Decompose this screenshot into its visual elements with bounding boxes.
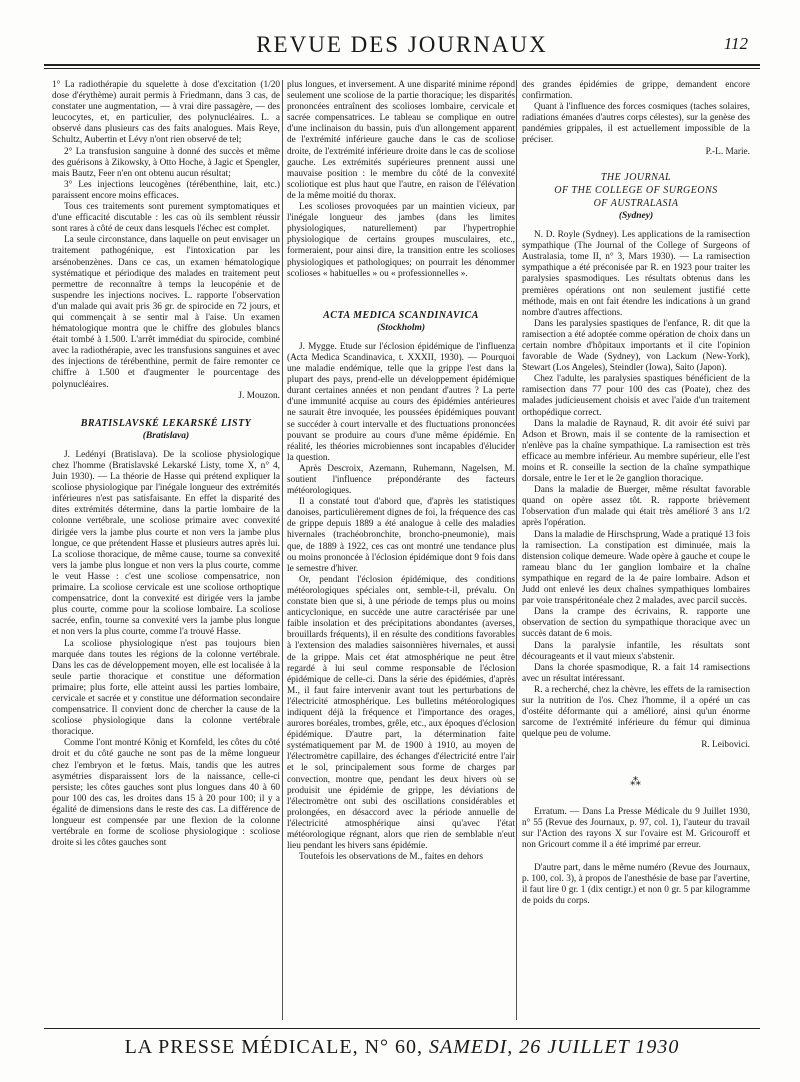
paragraph: 3° Les injections leucogènes (térébenthine, lait, etc.) paraissent encore moins efficaces. — [52, 179, 280, 201]
column-1 — [52, 80, 280, 1020]
paragraph: J. Ledényi (Bratislava). De la scoliose physiologique chez l'homme (Bratislavské Lekarské Listy, tome X, n° 4, Juin 1930). — La théorie de Hasse qui prétend expliquer la scoliose physiologique par l'inégale longueur des extrémités inférieures n'est pas satisfaisante. En effet la disparité des dites extrémités détermine, dans la partie lombaire de la colonne vertébrale, une scoliose primaire avec convexité dirigée vers la jambe plus courte et non vers la jambe plus longue, ce que prétendent Hasse et plusieurs autres après lui. La scoliose thoracique, de même cause, tourne sa convexité vers la jambe plus longue et non vers la plus courte, comme le veut Hasse : c'est une scoliose compensatrice, non primaire. La scoliose cervicale est une scoliose orthoptique compensatrice, dont la convexité est dirigée vers la jambe plus courte, comme pour la scoliose lombaire. La scoliose sacrée, enfin, tourne sa convexité vers la jambe plus longue et non vers la plus courte, comme l'a trouvé Hasse. — [52, 449, 280, 638]
issue-date: SAMEDI, 26 JUILLET 1930 — [429, 1036, 680, 1058]
paragraph: Après Descroix, Azemann, Ruhemann, Nagelsen, M. soutient l'influence prépondérante des facteurs météorologiques. — [287, 463, 515, 497]
footer-rule — [44, 1028, 760, 1029]
author-signature: J. Mouzon. — [238, 390, 280, 401]
column-3 — [522, 80, 750, 1020]
section-title-line-3: OF AUSTRALASIA — [593, 197, 679, 209]
column-divider — [516, 80, 517, 1020]
header-rule — [44, 64, 760, 66]
page-number: 112 — [723, 34, 748, 53]
paragraph: La scoliose physiologique n'est pas toujours bien marquée dans toutes les régions de la colonne vertébrale. Dans les cas de développement moyen, elle est localisée à la seule partie thoracique et constitue une déformation primaire; plus forte, elle atteint aussi les parties lombaire, cervicale et sacrée et y constitue une déformation secondaire compensatrice. Il convient donc de chercher la cause de la scoliose physiologique dans la colonne vertébrale thoracique. — [52, 638, 280, 738]
paragraph: R. a recherché, chez la chèvre, les effets de la ramisection sur la nutrition de l'os. Chez l'homme, il a opéré un cas d'ostéite déformante qui a amélioré, ainsi qu'un énorme sarcome de l'extrémité inférieure du fémur qui diminua quelque peu de volume. — [522, 684, 750, 740]
running-title: REVUE DES JOURNAUX — [256, 32, 548, 57]
paragraph: Comme l'ont montré König et Kornfeld, les côtes du côté droit et du côté gauche ne sont pas de la même longueur chez l'embryon et le fœtus. Mais, tandis que les autres asymétries disparaissent lors de la naissance, celle-ci persiste; les côtes gauches sont plus longues dans 40 à 60 pour 100 des cas, les droites dans 15 à 20 pour 100; il y a égalité de dimensions dans le reste des cas. La différence de longueur est compensée par une flexion de la colonne vertébrale en forme de scoliose physiologique : scoliose droite si les côtes gauches sont — [52, 738, 280, 849]
paragraph: Il a constaté tout d'abord que, d'après les statistiques danoises, particulièrement dignes de foi, la fréquence des cas de grippe depuis 1889 a été analogue à celle des maladies hivernales (trachéobronchite, broncho-pneumonie), mais que, de 1889 à 1922, ces cas ont montré une tendance plus ou moins prononcée à l'éclosion épidémique dont 9 fois dans le semestre d'hiver. — [287, 497, 515, 574]
paragraph: des grandes épidémies de grippe, demandent encore confirmation. — [522, 80, 750, 102]
paragraph: Dans la maladie de Raynaud, R. dit avoir été suivi par Adson et Brown, mais il se contente de la ramisection et n'enlève pas la chaîne sympathique. La ramisection est très efficace au membre inférieur. Au membre supérieur, elle l'est moins et R. conseille la section de la chaîne sympathique dorsale, entre le 1er et le 2e ganglion thoracique. — [522, 418, 750, 485]
column-divider — [282, 80, 283, 1020]
paragraph: Les scolioses provoquées par un maintien vicieux, par l'inégale longueur des jambes (dans les limites physiologiques, naturellement) par l'hypertrophie physiologique de certains groupes musculaires, etc., formeraient, pour ainsi dire, la transition entre les scolioses physiologiques et pathologiques; on pourrait les dénommer scolioses « habituelles » ou « professionnelles ». — [287, 202, 515, 279]
section-title-line-1: THE JOURNAL — [600, 171, 672, 183]
section-title: BRATISLAVSKÉ LEKARSKÉ LISTY — [80, 417, 252, 429]
asterism-divider: ⁂ — [630, 776, 642, 789]
paragraph: Dans la maladie de Buerger, même résultat favorable quand on opère assez tôt. R. rapporte brièvement l'observation d'un malade qui était très amélioré 3 ans 1/2 après l'opération. — [522, 485, 750, 529]
section-city: (Stockholm) — [376, 322, 426, 333]
paragraph: Dans la paralysie infantile, les résultats sont décourageants et il vaut mieux s'abstenir. — [522, 640, 750, 662]
author-signature: R. Leibovici. — [701, 740, 750, 751]
paragraph: Dans la chorée spasmodique, R. a fait 14 ramisections avec un résultat intéressant. — [522, 662, 750, 684]
paragraph: plus longues, et inversement. A une disparité minime répond seulement une scoliose de la partie thoracique; les disparités prononcées entraînent des scolioses lombaire, cervicale et sacrée compensatrices. Le tableau se complique en outre d'une inclinaison du bassin, puis d'un allongement apparent de l'extrémité inférieure gauche dans le cas de scoliose droite, de l'extrémité inférieure droite dans le cas de scoliose gauche. Les extrémités supérieures prennent aussi une mauvaise position : le membre du côté de la convexité scoliotique est plus haut que l'autre, en raison de l'élévation de la même moitié du thorax. — [287, 80, 515, 201]
paragraph: J. Mygge. Etude sur l'éclosion épidémique de l'influenza (Acta Medica Scandinavica, t. XXXII, 1930). — Pourquoi une maladie endémique, telle que la grippe l'est dans la plupart des pays, prend-elle un développement épidémique durant certaines années et non pendant d'autres ? La perte d'une immunité acquise au cours des épidémies antérieures ne saurait être invoquée, les poussées épidémiques pouvant se succéder à court intervalle et des fluctuations prononcées pouvant se produire au cours d'une même épidémie. En réalité, les théories microbiennes sont incapables d'élucider la question. — [287, 341, 515, 463]
paragraph: Dans les paralysies spastiques de l'enfance, R. dit que la ramisection a été adoptée comme opération de choix dans un certain nombre d'hôpitaux importants et il cite l'opinion favorable de Wade (Sydney), von Lackum (New-York), Stewart (Los Angeles), Steindler (Iowa), Saito (Japon). — [522, 318, 750, 374]
section-title-line-2: OF THE COLLEGE OF SURGEONS — [554, 184, 718, 196]
section-city: (Sydney) — [618, 210, 654, 221]
paragraph: La seule circonstance, dans laquelle on peut envisager un traitement pathogénique, est l'intoxication par les arsénobenzènes. Dans ce cas, un examen hématologique systématique et périodique des malades en traitement peut permettre de reconnaître à temps la leucopénie et de suspendre les injections nocives. L. rapporte l'observation d'un malade qui avait pris 36 gr. de spirocide en 72 jours, et qui commençait à se sentir mal à l'aise. Un examen hématologique montra que le chiffre des globules blancs était tombé à 1.500. L'arrêt immédiat du spirocide, combiné avec la radiothérapie, avec les transfusions sanguines et avec des injections de térébenthine, permit de faire remonter ce chiffre à 1.500 et d'augmenter le pourcentage des polynucléaires. — [52, 235, 280, 390]
author-signature: P.-L. Marie. — [705, 146, 750, 157]
paragraph: 2° La transfusion sanguine à donné des succès et même des guérisons à Zikowsky, à Otto Hoche, à Jagic et Spengler, mais Bautz, Feer n'en ont obtenu aucun résultat; — [52, 146, 280, 179]
journal-issue: LA PRESSE MÉDICALE, N° 60, — [124, 1036, 424, 1058]
paragraph: Or, pendant l'éclosion épidémique, des conditions météorologiques spéciales ont, semble-t-il, prévalu. On constate bien que si, à une période de temps plus ou moins anticyclonique, en succède une autre caractérisée par une faible insolation et des précipitations abondantes (averses, brouillards fréquents), il en résulte des conditions favorables à l'extension des maladies saisonnières hivernales, et aussi de la grippe. Mais cet état atmosphérique ne peut être regardé à lui seul comme responsable de l'éclosion épidémique de celle-ci. Dans la série des épidémies, d'après M., il faut faire intervenir avant tout les perturbations de l'électricité atmosphérique. Les bulletins météorologiques indiquent déjà la fréquence et l'importance des orages, aurores boréales, trombes, grêle, etc., aux époques d'éclosion épidémique. D'autre part, la détermination faite systématiquement par M. de 1900 à 1910, au moyen de l'électromètre capillaire, des échanges d'électricité entre l'air et le sol, principalement sous forme de charges par convection, montre que, pendant les deux hivers où se produisit une épidémie de grippe, les déviations de l'électromètre ont subi des oscillations considérables et prolongées, en désaccord avec la période annuelle de l'électricité atmosphérique ainsi qu'avec l'état météorologique régnant, alors que rien de semblable n'eut lieu pendant les hivers sans épidémie. — [287, 574, 515, 852]
paragraph: Toutefois les observations de M., faites en dehors — [299, 852, 483, 863]
section-city: (Bratislava) — [142, 430, 190, 441]
erratum-paragraph: D'autre part, dans le même numéro (Revue des Journaux, p. 100, col. 3), à propos de l'anesthésie de base par l'avertine, il faut lire 0 gr. 1 (dix centigr.) et non 0 gr. 5 par kilogramme de poids du corps. — [522, 862, 750, 907]
paragraph: 1° La radiothérapie du squelette à dose d'excitation (1/20 dose d'érythème) aurait permis à Friedmann, dans 3 cas, de constater une augmentation, — à vrai dire passagère, — des leucocytes, et, en particulier, des polynucléaires. L. a observé dans plusieurs cas des faits analogues. Mais Reye, Schultz, Aubertin et Lévy n'ont rien observé de tel; — [52, 80, 280, 146]
paragraph: Chez l'adulte, les paralysies spastiques bénéficient de la ramisection dans 77 pour 100 des cas (Poate), chez des malades judicieusement choisis et avec l'aide d'un traitement orthopédique correct. — [522, 374, 750, 418]
column-2 — [287, 80, 515, 1020]
section-title: ACTA MEDICA SCANDINAVICA — [323, 309, 479, 321]
paragraph: Dans la maladie de Hirschsprung, Wade a pratiqué 13 fois la ramisection. La constipation est diminuée, mais la distension colique demeure. Wade opère à gauche et coupe le rameau blanc du 1er ganglion lombaire et la chaîne sympathique en regard de la 4e paire lombaire. Adson et Judd ont enlevé les deux chaînes sympathiques lombaires par voie transpéritonéale chez 2 malades, avec parcil succès. — [522, 529, 750, 607]
header-rule-thin — [44, 68, 760, 69]
paragraph: Dans la crampe des écrivains, R. rapporte une observation de section du sympathique thoracique avec un succès datant de 6 mois. — [522, 607, 750, 640]
page-footer — [44, 1036, 760, 1059]
page-header — [44, 30, 760, 60]
paragraph: Quant à l'influence des forces cosmiques (taches solaires, radiations émanées d'autres corps célestes), sur la genèse des pandémies grippales, il est actuellement impossible de la préciser. — [522, 102, 750, 146]
erratum-paragraph: Erratum. — Dans La Presse Médicale du 9 Juillet 1930, n° 55 (Revue des Journaux, p. 97, col. 1), l'auteur du travail sur l'Action des rayons X sur l'ovaire est M. Gricouroff et non Gricourt comme il a été imprimé par erreur. — [522, 806, 750, 850]
paragraph: Tous ces traitements sont purement symptomatiques et d'une efficacité discutable : les cas où ils semblent réussir sont rares à côté de ceux dans lesquels l'échec est complet. — [52, 202, 280, 235]
paragraph: N. D. Royle (Sydney). Les applications de la ramisection sympathique (The Journal of the College of Surgeons of Australasia, tome II, n° 3, Mars 1930). — La ramisection sympathique a été préconisée par R. en 1923 pour traiter les paralysies spasmodiques. Les résultats obtenus dans les premières opérations ont non seulement justifié cette méthode, mais en ont fait étendre les indications à un grand nombre d'autres affections. — [522, 230, 750, 318]
